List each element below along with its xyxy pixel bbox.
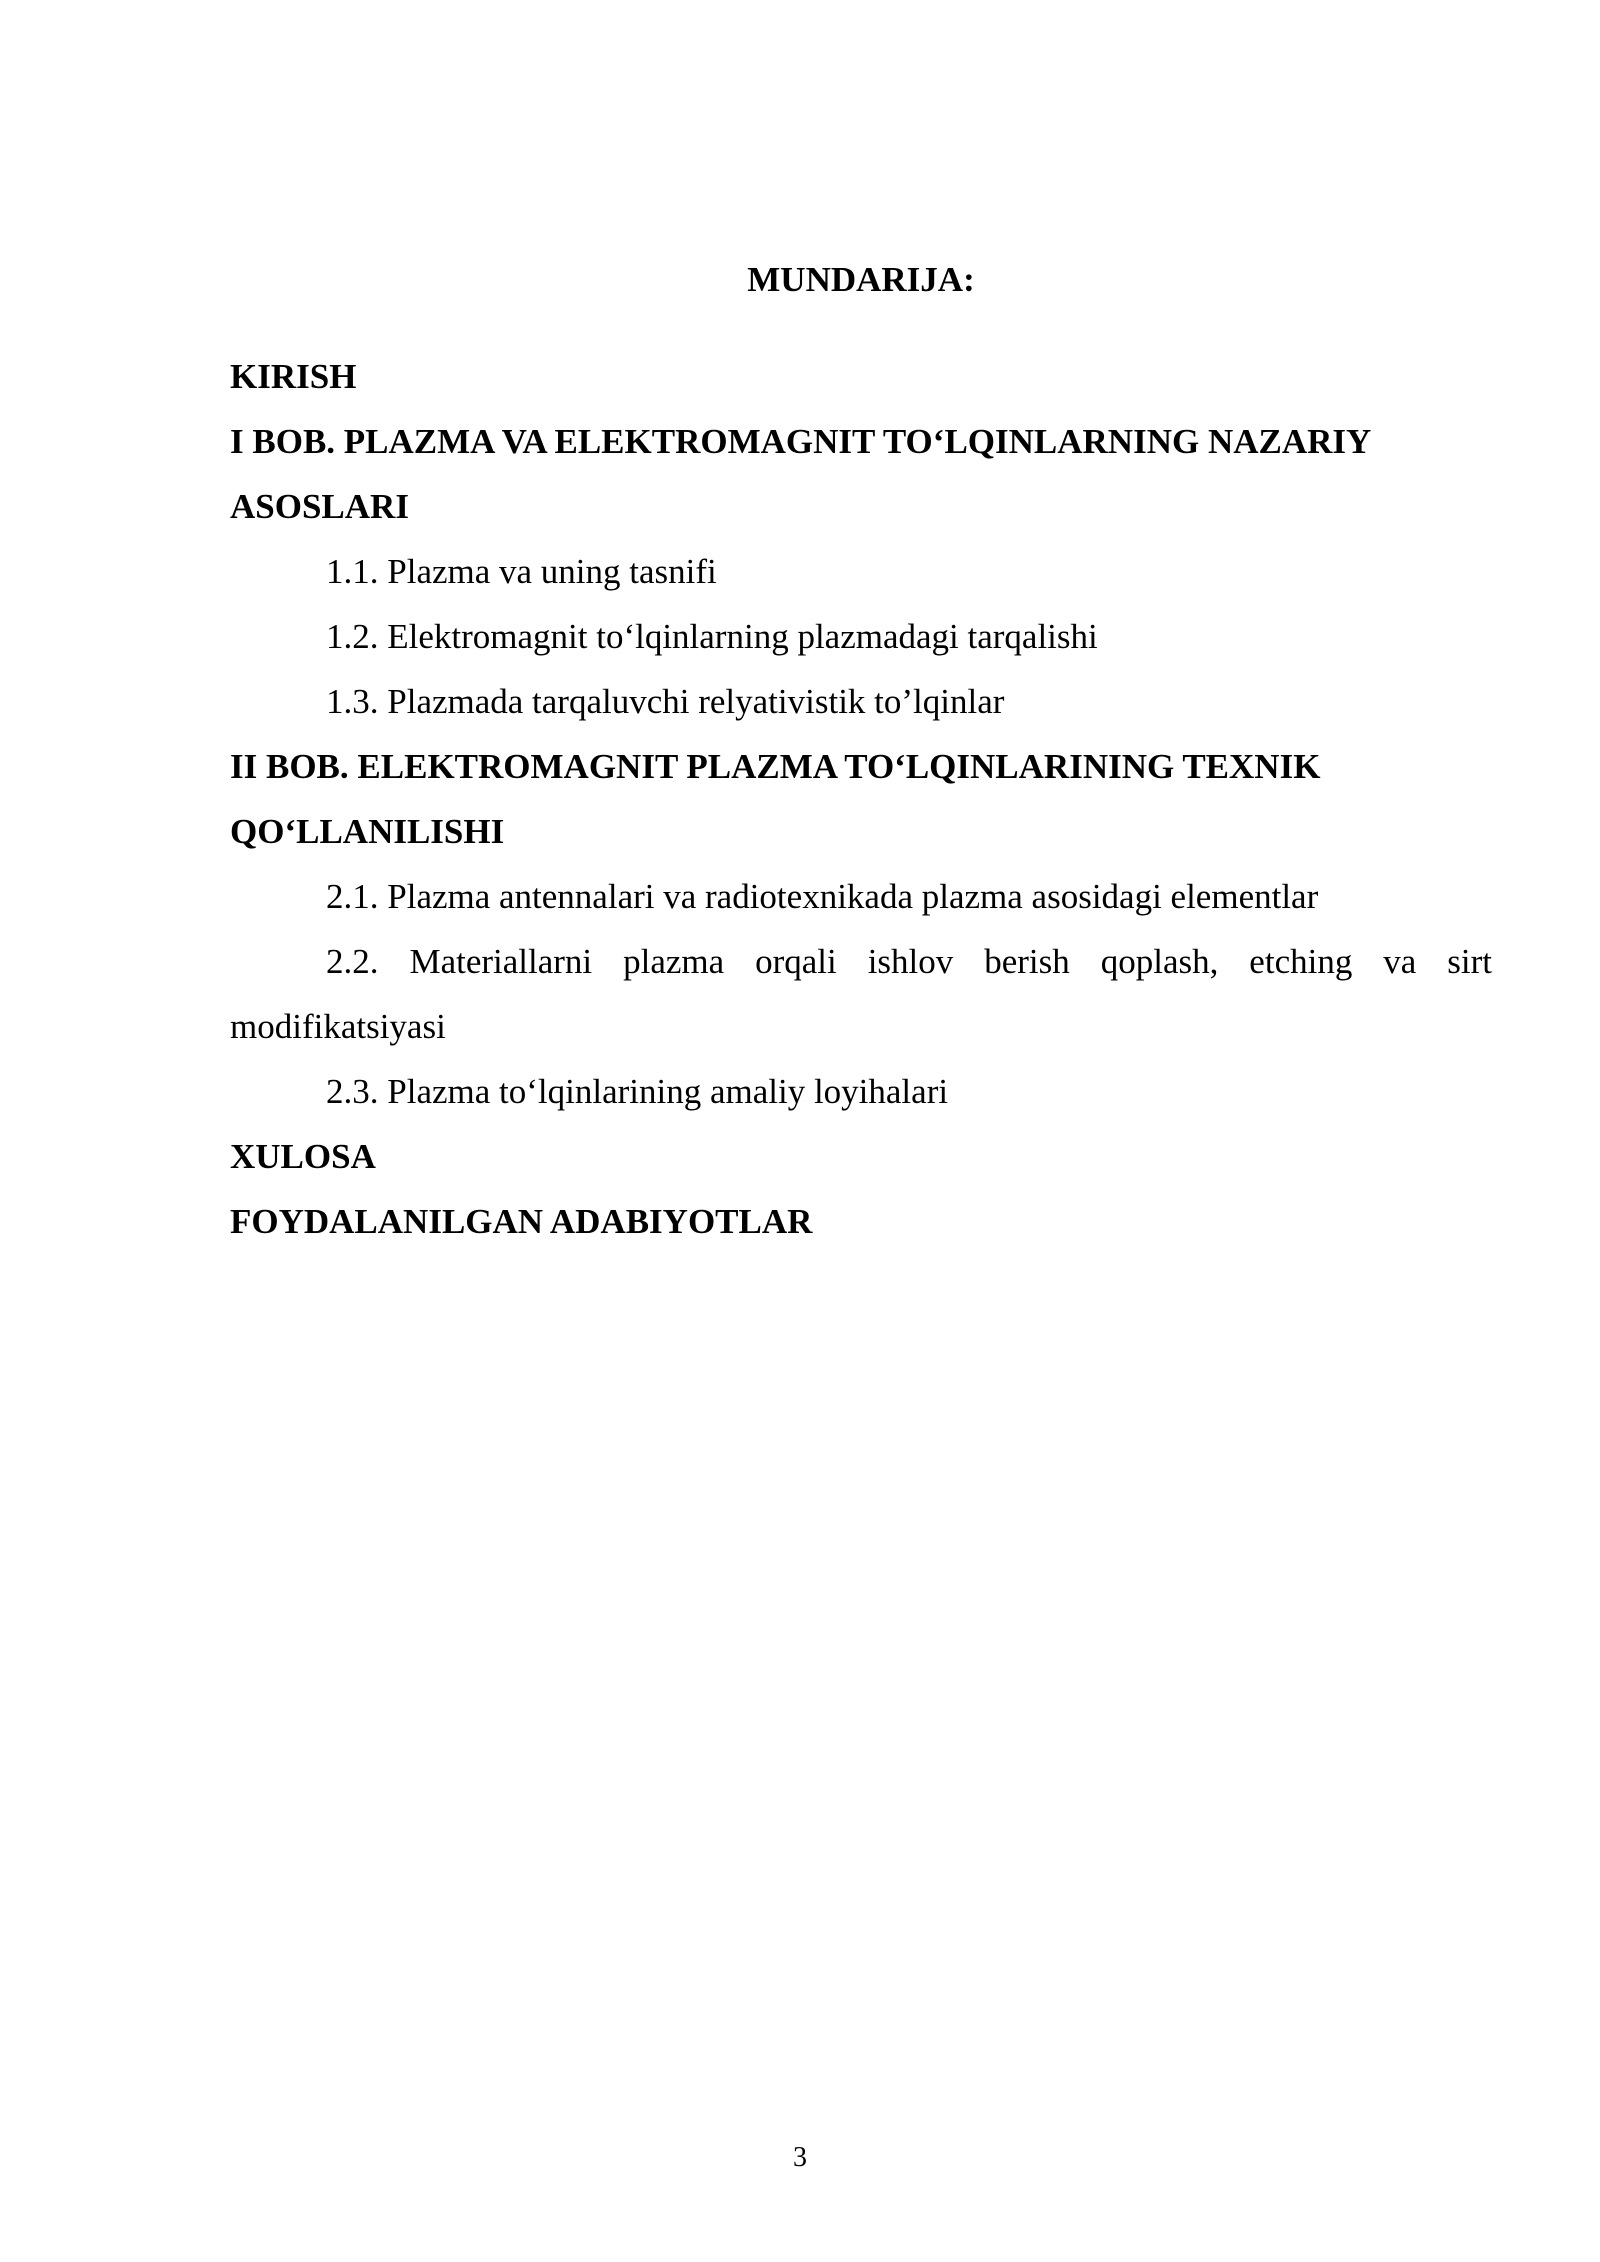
toc-entry-conclusion: XULOSA bbox=[230, 1137, 376, 1176]
toc-entry-section-2-3: 2.3. Plazma to‘lqinlarining amaliy loyihalari bbox=[326, 1072, 949, 1111]
toc-entry-section-2-1: 2.1. Plazma antennalari va radiotexnikada plazma asosidagi elementlar bbox=[326, 877, 1319, 916]
toc-entry-section-2-2: 2.2. Materiallarni plazma orqali ishlov berish qoplash, etching va sirt modifikatsiyasi bbox=[230, 942, 1492, 1046]
table-of-contents bbox=[230, 247, 1492, 1254]
toc-entry-chapter-2: II BOB. ELEKTROMAGNIT PLAZMA TO‘LQINLARINING TEXNIK QO‘LLANILISHI bbox=[230, 747, 1321, 851]
toc-entry-chapter-1: I BOB. PLAZMA VA ELEKTROMAGNIT TO‘LQINLARNING NAZARIY ASOSLARI bbox=[230, 422, 1370, 526]
toc-entry-references: FOYDALANILGAN ADABIYOTLAR bbox=[230, 1202, 813, 1241]
toc-entry-introduction: KIRISH bbox=[230, 357, 357, 396]
toc-entry-section-1-2: 1.2. Elektromagnit to‘lqinlarning plazmadagi tarqalishi bbox=[326, 617, 1098, 656]
toc-title: MUNDARIJA: bbox=[747, 260, 975, 299]
page-number: 3 bbox=[793, 2142, 807, 2173]
toc-entry-section-1-3: 1.3. Plazmada tarqaluvchi relyativistik to’lqinlar bbox=[326, 682, 1005, 721]
toc-entry-section-1-1: 1.1. Plazma va uning tasnifi bbox=[326, 552, 717, 591]
